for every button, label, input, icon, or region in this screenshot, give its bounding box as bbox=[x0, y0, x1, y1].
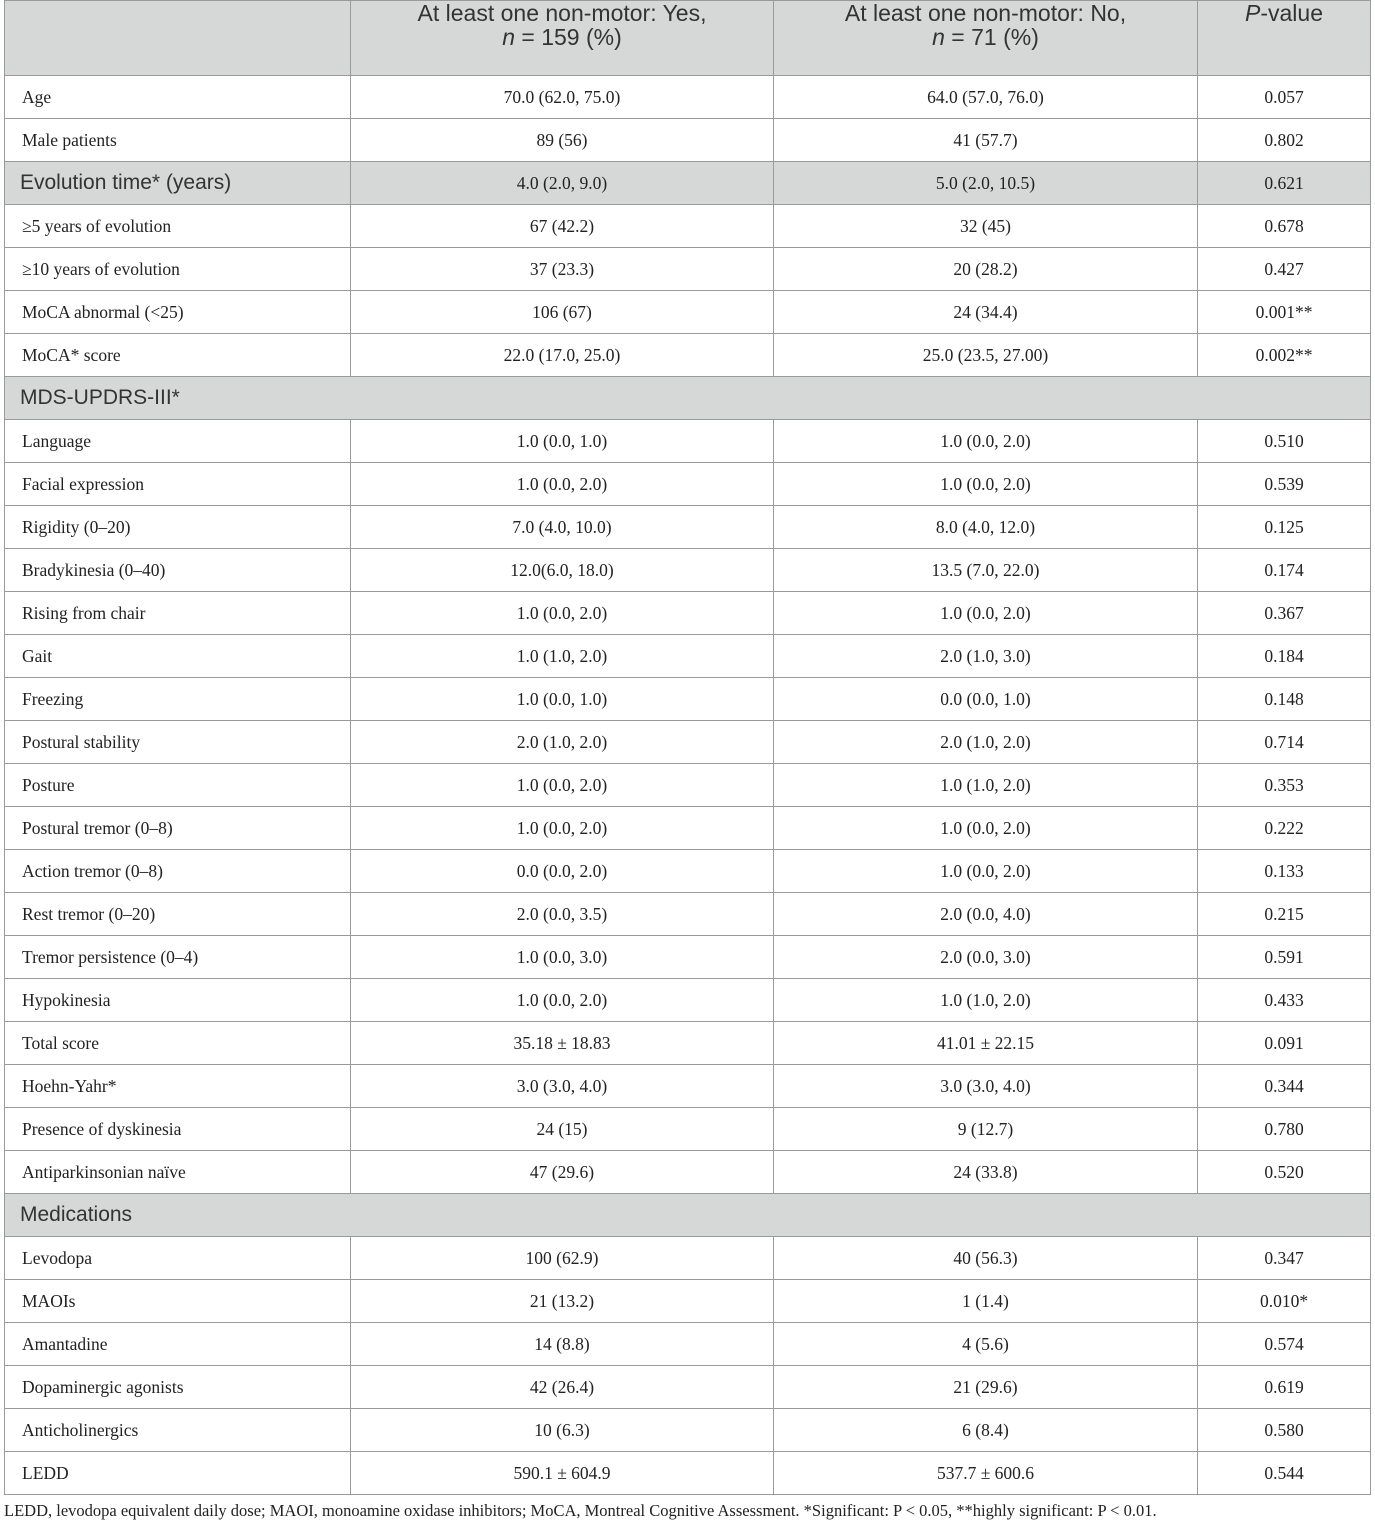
row-label: ≥10 years of evolution bbox=[5, 248, 351, 291]
table-row bbox=[5, 1151, 1371, 1194]
row-label: Amantadine bbox=[5, 1323, 351, 1366]
value-p: 0.678 bbox=[1198, 205, 1371, 248]
value-p: 0.802 bbox=[1198, 119, 1371, 162]
value-no: 1.0 (0.0, 2.0) bbox=[774, 807, 1198, 850]
header-yes-count: = 159 (%) bbox=[515, 24, 622, 50]
value-no: 5.0 (2.0, 10.5) bbox=[774, 162, 1198, 205]
value-p: 0.520 bbox=[1198, 1151, 1371, 1194]
value-yes: 24 (15) bbox=[351, 1108, 774, 1151]
table-row bbox=[5, 162, 1371, 205]
value-yes: 1.0 (0.0, 1.0) bbox=[351, 678, 774, 721]
value-p: 0.344 bbox=[1198, 1065, 1371, 1108]
value-yes: 1.0 (0.0, 2.0) bbox=[351, 463, 774, 506]
value-no: 2.0 (1.0, 3.0) bbox=[774, 635, 1198, 678]
value-yes: 1.0 (0.0, 2.0) bbox=[351, 592, 774, 635]
value-p: 0.174 bbox=[1198, 549, 1371, 592]
row-label: Antiparkinsonian naïve bbox=[5, 1151, 351, 1194]
header-p-value bbox=[1198, 1, 1371, 76]
row-label: Levodopa bbox=[5, 1237, 351, 1280]
value-yes: 1.0 (0.0, 3.0) bbox=[351, 936, 774, 979]
row-label: Hoehn-Yahr* bbox=[5, 1065, 351, 1108]
table-row bbox=[5, 205, 1371, 248]
value-p: 0.222 bbox=[1198, 807, 1371, 850]
value-yes: 22.0 (17.0, 25.0) bbox=[351, 334, 774, 377]
value-yes: 1.0 (0.0, 2.0) bbox=[351, 764, 774, 807]
value-p: 0.002** bbox=[1198, 334, 1371, 377]
table-row bbox=[5, 979, 1371, 1022]
value-no: 41.01 ± 22.15 bbox=[774, 1022, 1198, 1065]
value-yes: 42 (26.4) bbox=[351, 1366, 774, 1409]
value-p: 0.539 bbox=[1198, 463, 1371, 506]
table-row bbox=[5, 1409, 1371, 1452]
row-label: Postural stability bbox=[5, 721, 351, 764]
row-label: Postural tremor (0–8) bbox=[5, 807, 351, 850]
header-no-count: = 71 (%) bbox=[944, 24, 1039, 50]
value-yes: 67 (42.2) bbox=[351, 205, 774, 248]
table-row bbox=[5, 1323, 1371, 1366]
row-label: Freezing bbox=[5, 678, 351, 721]
value-no: 40 (56.3) bbox=[774, 1237, 1198, 1280]
row-label: Total score bbox=[5, 1022, 351, 1065]
value-yes: 1.0 (1.0, 2.0) bbox=[351, 635, 774, 678]
table-row bbox=[5, 1022, 1371, 1065]
table-row bbox=[5, 1108, 1371, 1151]
value-no: 13.5 (7.0, 22.0) bbox=[774, 549, 1198, 592]
table-row bbox=[5, 1065, 1371, 1108]
header-row bbox=[5, 1, 1371, 76]
value-no: 4 (5.6) bbox=[774, 1323, 1198, 1366]
value-p: 0.367 bbox=[1198, 592, 1371, 635]
value-no: 21 (29.6) bbox=[774, 1366, 1198, 1409]
table-row bbox=[5, 291, 1371, 334]
value-no: 3.0 (3.0, 4.0) bbox=[774, 1065, 1198, 1108]
value-yes: 1.0 (0.0, 2.0) bbox=[351, 807, 774, 850]
value-yes: 106 (67) bbox=[351, 291, 774, 334]
row-label: Rigidity (0–20) bbox=[5, 506, 351, 549]
value-p: 0.433 bbox=[1198, 979, 1371, 1022]
row-label: MAOIs bbox=[5, 1280, 351, 1323]
value-no: 9 (12.7) bbox=[774, 1108, 1198, 1151]
table-row bbox=[5, 678, 1371, 721]
value-yes: 12.0(6.0, 18.0) bbox=[351, 549, 774, 592]
value-yes: 37 (23.3) bbox=[351, 248, 774, 291]
value-p: 0.714 bbox=[1198, 721, 1371, 764]
value-p: 0.780 bbox=[1198, 1108, 1371, 1151]
table-body bbox=[5, 76, 1371, 1495]
header-yes-group bbox=[351, 1, 774, 76]
value-p: 0.001** bbox=[1198, 291, 1371, 334]
row-label: ≥5 years of evolution bbox=[5, 205, 351, 248]
value-yes: 1.0 (0.0, 2.0) bbox=[351, 979, 774, 1022]
row-label: Rest tremor (0–20) bbox=[5, 893, 351, 936]
row-label: Evolution time* (years) bbox=[5, 162, 351, 205]
value-no: 1 (1.4) bbox=[774, 1280, 1198, 1323]
table-row bbox=[5, 463, 1371, 506]
table-row bbox=[5, 635, 1371, 678]
value-yes: 7.0 (4.0, 10.0) bbox=[351, 506, 774, 549]
value-p: 0.091 bbox=[1198, 1022, 1371, 1065]
header-no-n: n bbox=[932, 24, 945, 50]
value-no: 24 (34.4) bbox=[774, 291, 1198, 334]
table-row bbox=[5, 76, 1371, 119]
value-no: 0.0 (0.0, 1.0) bbox=[774, 678, 1198, 721]
value-p: 0.125 bbox=[1198, 506, 1371, 549]
value-no: 2.0 (0.0, 4.0) bbox=[774, 893, 1198, 936]
section-title: MDS-UPDRS-III* bbox=[5, 377, 1371, 420]
header-p: P bbox=[1245, 0, 1261, 26]
header-yes-line1: At least one non-motor: Yes, bbox=[417, 0, 707, 26]
row-label: Rising from chair bbox=[5, 592, 351, 635]
value-p: 0.544 bbox=[1198, 1452, 1371, 1495]
value-yes: 590.1 ± 604.9 bbox=[351, 1452, 774, 1495]
row-label: Tremor persistence (0–4) bbox=[5, 936, 351, 979]
header-variable bbox=[5, 1, 351, 76]
value-yes: 0.0 (0.0, 2.0) bbox=[351, 850, 774, 893]
row-label: Bradykinesia (0–40) bbox=[5, 549, 351, 592]
header-no-group bbox=[774, 1, 1198, 76]
row-label: LEDD bbox=[5, 1452, 351, 1495]
row-label: Facial expression bbox=[5, 463, 351, 506]
value-yes: 1.0 (0.0, 1.0) bbox=[351, 420, 774, 463]
row-label: MoCA* score bbox=[5, 334, 351, 377]
row-label: Action tremor (0–8) bbox=[5, 850, 351, 893]
table-row bbox=[5, 1452, 1371, 1495]
header-p-suffix: -value bbox=[1260, 0, 1323, 26]
table-row bbox=[5, 721, 1371, 764]
value-p: 0.591 bbox=[1198, 936, 1371, 979]
value-p: 0.148 bbox=[1198, 678, 1371, 721]
value-p: 0.057 bbox=[1198, 76, 1371, 119]
value-no: 20 (28.2) bbox=[774, 248, 1198, 291]
table-row bbox=[5, 807, 1371, 850]
row-label: Presence of dyskinesia bbox=[5, 1108, 351, 1151]
row-label: Gait bbox=[5, 635, 351, 678]
value-yes: 3.0 (3.0, 4.0) bbox=[351, 1065, 774, 1108]
table-row bbox=[5, 420, 1371, 463]
value-yes: 100 (62.9) bbox=[351, 1237, 774, 1280]
table-row bbox=[5, 119, 1371, 162]
value-no: 64.0 (57.0, 76.0) bbox=[774, 76, 1198, 119]
table-row bbox=[5, 850, 1371, 893]
value-p: 0.347 bbox=[1198, 1237, 1371, 1280]
value-no: 2.0 (0.0, 3.0) bbox=[774, 936, 1198, 979]
row-label: Male patients bbox=[5, 119, 351, 162]
clinical-characteristics-table bbox=[4, 0, 1371, 1495]
row-label: MoCA abnormal (<25) bbox=[5, 291, 351, 334]
value-no: 6 (8.4) bbox=[774, 1409, 1198, 1452]
value-p: 0.580 bbox=[1198, 1409, 1371, 1452]
value-yes: 14 (8.8) bbox=[351, 1323, 774, 1366]
value-p: 0.510 bbox=[1198, 420, 1371, 463]
value-p: 0.619 bbox=[1198, 1366, 1371, 1409]
value-yes: 4.0 (2.0, 9.0) bbox=[351, 162, 774, 205]
table-row bbox=[5, 592, 1371, 635]
value-no: 24 (33.8) bbox=[774, 1151, 1198, 1194]
table-row bbox=[5, 893, 1371, 936]
row-label: Age bbox=[5, 76, 351, 119]
value-no: 1.0 (0.0, 2.0) bbox=[774, 463, 1198, 506]
value-no: 25.0 (23.5, 27.00) bbox=[774, 334, 1198, 377]
table-row bbox=[5, 549, 1371, 592]
table-row bbox=[5, 506, 1371, 549]
row-label: Language bbox=[5, 420, 351, 463]
value-p: 0.184 bbox=[1198, 635, 1371, 678]
table-footnote: LEDD, levodopa equivalent daily dose; MAOI, monoamine oxidase inhibitors; MoCA, Montreal Cognitive Assessment. *Significant: P < 0.05, **highly significant: P < 0.01. bbox=[4, 1501, 1157, 1520]
value-no: 537.7 ± 600.6 bbox=[774, 1452, 1198, 1495]
value-p: 0.010* bbox=[1198, 1280, 1371, 1323]
value-p: 0.427 bbox=[1198, 248, 1371, 291]
value-no: 32 (45) bbox=[774, 205, 1198, 248]
value-yes: 47 (29.6) bbox=[351, 1151, 774, 1194]
row-label: Dopaminergic agonists bbox=[5, 1366, 351, 1409]
value-p: 0.574 bbox=[1198, 1323, 1371, 1366]
value-no: 1.0 (0.0, 2.0) bbox=[774, 420, 1198, 463]
section-header-row bbox=[5, 377, 1371, 420]
value-p: 0.215 bbox=[1198, 893, 1371, 936]
value-yes: 2.0 (1.0, 2.0) bbox=[351, 721, 774, 764]
value-yes: 2.0 (0.0, 3.5) bbox=[351, 893, 774, 936]
section-title: Medications bbox=[5, 1194, 1371, 1237]
section-header-row bbox=[5, 1194, 1371, 1237]
value-no: 2.0 (1.0, 2.0) bbox=[774, 721, 1198, 764]
value-no: 1.0 (1.0, 2.0) bbox=[774, 979, 1198, 1022]
table-row bbox=[5, 764, 1371, 807]
value-no: 1.0 (0.0, 2.0) bbox=[774, 592, 1198, 635]
value-yes: 10 (6.3) bbox=[351, 1409, 774, 1452]
value-p: 0.621 bbox=[1198, 162, 1371, 205]
value-yes: 89 (56) bbox=[351, 119, 774, 162]
value-no: 1.0 (0.0, 2.0) bbox=[774, 850, 1198, 893]
value-yes: 21 (13.2) bbox=[351, 1280, 774, 1323]
table-header bbox=[5, 1, 1371, 76]
value-no: 8.0 (4.0, 12.0) bbox=[774, 506, 1198, 549]
header-yes-n: n bbox=[502, 24, 516, 50]
row-label: Posture bbox=[5, 764, 351, 807]
row-label: Hypokinesia bbox=[5, 979, 351, 1022]
table-row bbox=[5, 334, 1371, 377]
table-row bbox=[5, 248, 1371, 291]
value-p: 0.133 bbox=[1198, 850, 1371, 893]
value-yes: 70.0 (62.0, 75.0) bbox=[351, 76, 774, 119]
table-row bbox=[5, 1237, 1371, 1280]
row-label: Anticholinergics bbox=[5, 1409, 351, 1452]
table-row bbox=[5, 936, 1371, 979]
header-no-line1: At least one non-motor: No, bbox=[844, 0, 1127, 26]
value-no: 41 (57.7) bbox=[774, 119, 1198, 162]
value-p: 0.353 bbox=[1198, 764, 1371, 807]
table-row bbox=[5, 1366, 1371, 1409]
value-yes: 35.18 ± 18.83 bbox=[351, 1022, 774, 1065]
value-no: 1.0 (1.0, 2.0) bbox=[774, 764, 1198, 807]
table-row bbox=[5, 1280, 1371, 1323]
